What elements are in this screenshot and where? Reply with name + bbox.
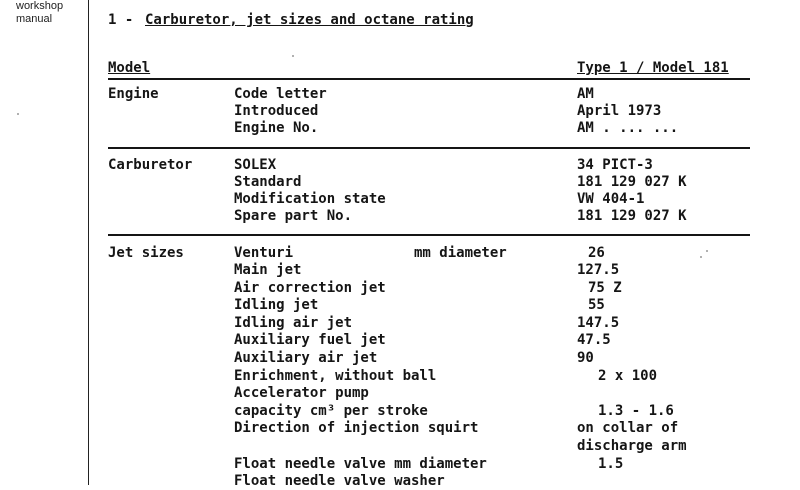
engine-row-label: Introduced xyxy=(234,103,319,119)
jet-row-value: discharge arm xyxy=(577,438,687,454)
jet-row-value: 147.5 xyxy=(577,315,620,331)
jet-row-value: 2 x 100 xyxy=(598,368,658,384)
jet-row-value: 127.5 xyxy=(577,262,620,278)
jet-row-value: 90 xyxy=(577,350,594,366)
jet-row-label: Float needle valve washer xyxy=(234,473,445,489)
jet-row-label: Venturi xyxy=(234,245,294,261)
carburetor-rule xyxy=(108,234,750,236)
engine-row-label: Code letter xyxy=(234,86,327,102)
engine-row-value: AM xyxy=(577,86,594,102)
scan-speck xyxy=(700,256,702,258)
jet-row-value: 1.5 xyxy=(598,456,624,472)
model-header: Model xyxy=(108,60,151,76)
carburetor-row-value: 34 PICT-3 xyxy=(577,157,653,173)
jet-row-label: Auxiliary fuel jet xyxy=(234,332,386,348)
jet-row-label: Auxiliary air jet xyxy=(234,350,378,366)
carburetor-row-value: VW 404-1 xyxy=(577,191,645,207)
engine-section-label: Engine xyxy=(108,86,159,102)
engine-row-label: Engine No. xyxy=(234,120,319,136)
jet-row-label: Direction of injection squirt xyxy=(234,420,479,436)
jet-row-label: Enrichment, without ball xyxy=(234,368,437,384)
jets-section-label: Jet sizes xyxy=(108,245,184,261)
engine-rule xyxy=(108,147,750,149)
jet-row-value: 1.3 - 1.6 xyxy=(598,403,674,419)
scan-speck xyxy=(292,55,294,57)
sidebar-label-workshop: workshop xyxy=(16,0,64,12)
jet-row-label: Float needle valve mm diameter xyxy=(234,456,487,472)
jet-row-value: on collar of xyxy=(577,420,679,436)
jet-row-value: 55 xyxy=(588,297,605,313)
jet-row-label: capacity cm³ per stroke xyxy=(234,403,428,419)
type-header: Type 1 / Model 181 xyxy=(577,60,729,76)
jet-row-label: Main jet xyxy=(234,262,302,278)
engine-row-value: April 1973 xyxy=(577,103,662,119)
scan-speck xyxy=(17,113,19,115)
carburetor-row-label: Modification state xyxy=(234,191,386,207)
carburetor-row-label: Standard xyxy=(234,174,302,190)
engine-row-value: AM . ... ... xyxy=(577,120,679,136)
jet-row-label: Accelerator pump xyxy=(234,385,369,401)
jet-row-label: Air correction jet xyxy=(234,280,386,296)
page-title: Carburetor, jet sizes and octane rating xyxy=(145,12,474,28)
carburetor-row-label: SOLEX xyxy=(234,157,277,173)
carburetor-row-label: Spare part No. xyxy=(234,208,353,224)
jet-row-value: 26 xyxy=(588,245,605,261)
carburetor-section-label: Carburetor xyxy=(108,157,193,173)
section-number: 1 - xyxy=(108,12,142,28)
jet-row-value: 75 Z xyxy=(588,280,622,296)
scan-speck xyxy=(706,250,708,252)
jet-row-label: Idling air jet xyxy=(234,315,353,331)
jet-row-label: Idling jet xyxy=(234,297,319,313)
sidebar-label-manual: manual xyxy=(16,13,53,25)
carburetor-row-value: 181 129 027 K xyxy=(577,174,687,190)
carburetor-row-value: 181 129 027 K xyxy=(577,208,687,224)
header-rule xyxy=(108,78,750,80)
venturi-unit: mm diameter xyxy=(414,245,507,261)
jet-row-value: 47.5 xyxy=(577,332,611,348)
